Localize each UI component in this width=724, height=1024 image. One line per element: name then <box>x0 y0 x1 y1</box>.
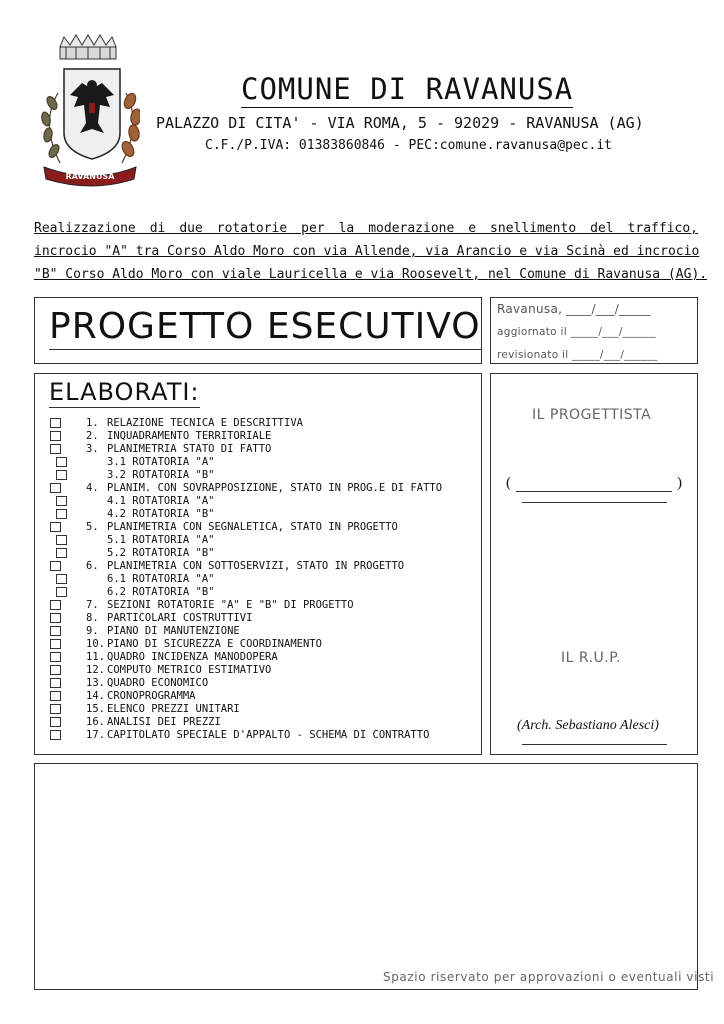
elaborato-item <box>48 638 478 651</box>
signature-box <box>490 373 698 755</box>
elaborato-checkbox[interactable] <box>50 691 61 701</box>
elaborato-item <box>48 573 478 586</box>
elaborato-item <box>48 677 478 690</box>
elaborato-checkbox[interactable] <box>56 470 67 480</box>
elaborato-checkbox[interactable] <box>56 574 67 584</box>
elaborato-number: 12. <box>86 664 105 676</box>
elaborato-checkbox[interactable] <box>50 652 61 662</box>
elaborato-label: INQUADRAMENTO TERRITORIALE <box>107 430 272 442</box>
elaborati-title: ELABORATI: <box>49 378 200 406</box>
crown-icon <box>60 35 116 59</box>
elaborato-label: CRONOPROGRAMMA <box>107 690 196 702</box>
elaborato-item <box>48 469 478 482</box>
elaborato-label: ELENCO PREZZI UNITARI <box>107 703 240 715</box>
crest-ribbon-text: RAVANUSA <box>65 172 115 181</box>
elaborato-label: PLANIMETRIA CON SOTTOSERVIZI, STATO IN PROGETTO <box>107 560 405 572</box>
elaborato-label: PLANIM. CON SOVRAPPOSIZIONE, STATO IN PROG.E DI FATTO <box>107 482 443 494</box>
elaborato-checkbox[interactable] <box>50 613 61 623</box>
elaborato-checkbox[interactable] <box>50 717 61 727</box>
signature-underline <box>516 491 672 492</box>
elaborato-item <box>48 560 478 573</box>
elaborato-item <box>48 664 478 677</box>
elaborato-item <box>48 729 478 742</box>
elaborato-checkbox[interactable] <box>50 665 61 675</box>
coat-of-arms-logo <box>30 33 140 190</box>
elaborato-checkbox[interactable] <box>50 678 61 688</box>
elaborato-number: 7. <box>86 599 99 611</box>
elaborato-checkbox[interactable] <box>50 600 61 610</box>
elaborato-label: 5.2 ROTATORIA "B" <box>107 547 215 559</box>
elaborato-label: SEZIONI ROTATORIE "A" E "B" DI PROGETTO <box>107 599 354 611</box>
project-description-line-2: incrocio "A" tra Corso Aldo Moro con via Allende, via Arancio e via Scinà ed incrocio <box>34 244 700 259</box>
elaborato-number: 8. <box>86 612 99 624</box>
project-description-line-3: "B" Corso Aldo Moro con viale Lauricella e via Roosevelt, nel Comune di Ravanusa (AG). <box>34 267 708 282</box>
elaborato-item <box>48 547 478 560</box>
elaborato-number: 4. <box>86 482 99 494</box>
elaborato-checkbox[interactable] <box>50 704 61 714</box>
elaborato-label: PARTICOLARI COSTRUTTIVI <box>107 612 253 624</box>
elaborato-number: 13. <box>86 677 105 689</box>
progettista-signature-line <box>522 502 667 503</box>
elaborato-label: RELAZIONE TECNICA E DESCRITTIVA <box>107 417 303 429</box>
elaborato-label: COMPUTO METRICO ESTIMATIVO <box>107 664 272 676</box>
elaborato-checkbox[interactable] <box>50 626 61 636</box>
elaborato-number: 6. <box>86 560 99 572</box>
date-aggiornato: aggiornato il _____/___/______ <box>497 326 656 338</box>
elaborato-checkbox[interactable] <box>56 535 67 545</box>
elaborato-label: PIANO DI MANUTENZIONE <box>107 625 240 637</box>
elaborato-label: QUADRO INCIDENZA MANODOPERA <box>107 651 278 663</box>
elaborato-checkbox[interactable] <box>50 418 61 428</box>
elaborato-checkbox[interactable] <box>50 431 61 441</box>
elaborato-checkbox[interactable] <box>56 457 67 467</box>
elaborato-item <box>48 430 478 443</box>
elaborato-label: CAPITOLATO SPECIALE D'APPALTO - SCHEMA DI CONTRATTO <box>107 729 430 741</box>
elaborato-item <box>48 417 478 430</box>
elaborato-label: 3.1 ROTATORIA "A" <box>107 456 215 468</box>
elaborato-label: PIANO DI SICUREZZA E COORDINAMENTO <box>107 638 322 650</box>
elaborato-item <box>48 586 478 599</box>
elaborato-checkbox[interactable] <box>50 561 61 571</box>
paren-open: ( <box>506 475 511 491</box>
elaborato-number: 17. <box>86 729 105 741</box>
elaborato-number: 15. <box>86 703 105 715</box>
rup-name: (Arch. Sebastiano Alesci) <box>517 718 659 733</box>
paren-close: ) <box>677 475 682 491</box>
elaborato-label: PLANIMETRIA CON SEGNALETICA, STATO IN PROGETTO <box>107 521 398 533</box>
elaborato-checkbox[interactable] <box>50 522 61 532</box>
elaborato-label: 5.1 ROTATORIA "A" <box>107 534 215 546</box>
approval-note: Spazio riservato per approvazioni o eventuali visti <box>383 970 715 984</box>
date-ravanusa: Ravanusa, ____/___/_____ <box>497 302 651 316</box>
elaborato-item <box>48 508 478 521</box>
elaborato-number: 3. <box>86 443 99 455</box>
elaborato-checkbox[interactable] <box>56 548 67 558</box>
elaborato-label: 4.1 ROTATORIA "A" <box>107 495 215 507</box>
elaborato-item <box>48 521 478 534</box>
elaborato-number: 5. <box>86 521 99 533</box>
elaborato-checkbox[interactable] <box>56 587 67 597</box>
elaborato-label: 3.2 ROTATORIA "B" <box>107 469 215 481</box>
municipality-address: PALAZZO DI CITA' - VIA ROMA, 5 - 92029 - RAVANUSA (AG) <box>156 114 644 132</box>
elaborato-item <box>48 495 478 508</box>
elaborato-item <box>48 690 478 703</box>
elaborato-checkbox[interactable] <box>50 483 61 493</box>
elaborato-label: PLANIMETRIA STATO DI FATTO <box>107 443 272 455</box>
elaborato-item <box>48 534 478 547</box>
elaborato-number: 11. <box>86 651 105 663</box>
rup-label: IL R.U.P. <box>561 650 621 666</box>
project-title: PROGETTO ESECUTIVO <box>49 306 481 350</box>
elaborato-number: 14. <box>86 690 105 702</box>
rup-signature-line <box>522 744 667 745</box>
elaborato-number: 2. <box>86 430 99 442</box>
elaborato-label: 6.1 ROTATORIA "A" <box>107 573 215 585</box>
elaborati-list <box>48 417 478 742</box>
elaborato-label: QUADRO ECONOMICO <box>107 677 209 689</box>
progettista-label: IL PROGETTISTA <box>532 407 652 423</box>
elaborato-checkbox[interactable] <box>56 496 67 506</box>
elaborato-number: 9. <box>86 625 99 637</box>
elaborato-item <box>48 703 478 716</box>
elaborato-label: 6.2 ROTATORIA "B" <box>107 586 215 598</box>
elaborato-checkbox[interactable] <box>50 730 61 740</box>
elaborato-label: 4.2 ROTATORIA "B" <box>107 508 215 520</box>
elaborato-item <box>48 599 478 612</box>
elaborato-number: 1. <box>86 417 99 429</box>
tax-pec-line: C.F./P.IVA: 01383860846 - PEC:comune.ravanusa@pec.it <box>205 138 612 153</box>
elaborato-number: 10. <box>86 638 105 650</box>
elaborato-checkbox[interactable] <box>56 509 67 519</box>
elaborato-item <box>48 456 478 469</box>
elaborato-number: 16. <box>86 716 105 728</box>
oak-branch-icon <box>120 92 140 163</box>
approval-box <box>34 763 698 990</box>
elaborato-item <box>48 651 478 664</box>
elaborato-checkbox[interactable] <box>50 639 61 649</box>
elaborato-item <box>48 482 478 495</box>
laurel-branch-icon <box>40 93 61 163</box>
elaborato-item <box>48 625 478 638</box>
date-revisionato: revisionato il _____/___/______ <box>497 349 658 361</box>
elaborato-item <box>48 443 478 456</box>
project-description-line-1: Realizzazione di due rotatorie per la moderazione e snellimento del traffico, <box>34 221 698 236</box>
municipality-title: COMUNE DI RAVANUSA <box>241 72 574 106</box>
elaborato-item <box>48 716 478 729</box>
elaborato-item <box>48 612 478 625</box>
elaborato-checkbox[interactable] <box>50 444 61 454</box>
elaborato-label: ANALISI DEI PREZZI <box>107 716 221 728</box>
